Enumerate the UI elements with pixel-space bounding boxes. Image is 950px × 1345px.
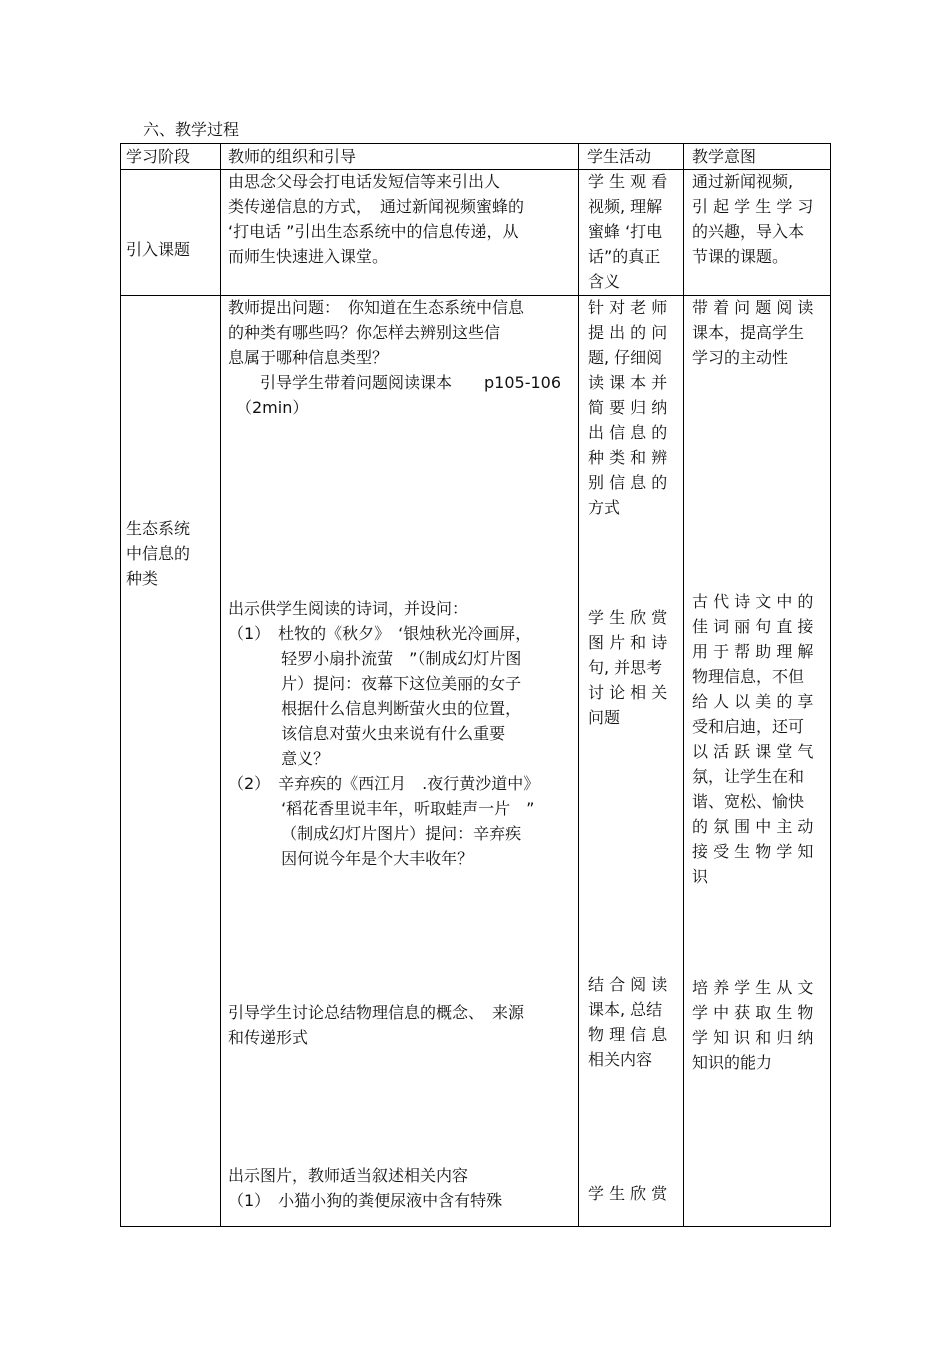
text-line: 出示供学生阅读的诗词，并设问： [228, 599, 469, 618]
teacher-poem-block [228, 596, 539, 871]
text-line: 学 生 观 看 [588, 172, 668, 191]
text-line: （2min） [228, 398, 309, 417]
text-line: 提 出 的 问 [588, 323, 668, 342]
text-line: 由思念父母会打电话发短信等来引出人 [228, 172, 501, 191]
text-line: 物理信息，不但 [692, 667, 805, 686]
table-border-left [120, 143, 121, 1227]
text-line: 结 合 阅 读 [588, 975, 668, 994]
text-line: 通过新闻视频, [692, 172, 794, 191]
text-line: 问题 [588, 708, 621, 727]
text-line: 讨 论 相 关 [588, 683, 668, 702]
text-line: 的种类有哪些吗？你怎样去辨别这些信 [228, 323, 501, 342]
text-line: 视频, 理解 [588, 197, 663, 216]
intent-reading-block [692, 295, 813, 370]
text-line: 中信息的 [126, 544, 191, 563]
student-summary-block [588, 972, 667, 1072]
text-line: 节课的课题。 [692, 247, 789, 266]
header-intent: 教学意图 [692, 147, 757, 166]
text-line: 种 类 和 辨 [588, 448, 668, 467]
text-line: 以 活 跃 课 堂 气 [692, 742, 814, 761]
student-reading-block [588, 295, 667, 520]
text-line: 因何说今年是个大丰收年？ [228, 849, 474, 868]
text-line: 该信息对萤火虫来说有什么重要 [228, 724, 506, 743]
text-line: 方式 [588, 498, 621, 517]
column-divider-3 [683, 143, 684, 1227]
teacher-question-block [228, 295, 561, 420]
text-line: ‘打电话 ”引出生态系统中的信息传递，从 [228, 222, 519, 241]
text-line: 类传递信息的方式， 通过新闻视频蜜蜂的 [228, 197, 525, 216]
header-teacher: 教师的组织和引导 [228, 147, 357, 166]
column-divider-2 [578, 143, 579, 1227]
text-line: 受和启迪，还可 [692, 717, 805, 736]
text-line: 题, 仔细阅 [588, 348, 663, 367]
teacher-intro-block [228, 169, 524, 269]
text-line: 而师生快速进入课堂。 [228, 247, 389, 266]
text-line: 种类 [126, 569, 159, 588]
text-line: 给 人 以 美 的 享 [692, 692, 814, 711]
text-line: 识 [692, 867, 709, 886]
text-line: 出示图片，教师适当叙述相关内容 [228, 1166, 469, 1185]
text-line: 引导学生讨论总结物理信息的概念、 来源 [228, 1003, 525, 1022]
text-line: 和传递形式 [228, 1028, 309, 1047]
student-poem-block [588, 605, 667, 730]
text-line: 课本，提高学生 [692, 323, 805, 342]
stage-intro: 引入课题 [126, 240, 191, 259]
header-student: 学生活动 [587, 147, 652, 166]
text-line: 别 信 息 的 [588, 473, 668, 492]
text-line: 句, 并思考 [588, 658, 663, 677]
text-line: 片）提问：夜幕下这位美丽的女子 [228, 674, 522, 693]
text-line: 读 课 本 并 [588, 373, 668, 392]
table-border-right [830, 143, 831, 1227]
text-line: 的兴趣，导入本 [692, 222, 805, 241]
text-line: 蜜蜂 ‘打电 [588, 222, 663, 241]
text-line: 含义 [588, 272, 621, 291]
text-line: 培 养 学 生 从 文 [692, 978, 814, 997]
teacher-pictures-block [228, 1163, 502, 1213]
text-line: 引 起 学 生 学 习 [692, 197, 814, 216]
text-line: （1） 杜牧的《秋夕》 ‘银烛秋光冷画屏， [228, 624, 532, 643]
text-line: 图 片 和 诗 [588, 633, 668, 652]
text-line: 话”的真正 [588, 247, 661, 266]
text-line: 针 对 老 师 [588, 298, 668, 317]
text-line: ‘稻花香里说丰年，听取蛙声一片 ” [228, 799, 535, 818]
text-line: 教师提出问题： 你知道在生态系统中信息 [228, 298, 525, 317]
text-line: （制成幻灯片图片）提问：辛弃疾 [228, 824, 522, 843]
text-line: 学 知 识 和 归 纳 [692, 1028, 814, 1047]
text-line: 物 理 信 息 [588, 1025, 668, 1044]
column-divider-1 [220, 143, 221, 1227]
header-stage: 学习阶段 [126, 147, 191, 166]
text-line: 谐、宽松、愉快 [692, 792, 805, 811]
text-line: 知识的能力 [692, 1053, 773, 1072]
text-line: 带 着 问 题 阅 读 [692, 298, 814, 317]
teaching-process-table [120, 143, 831, 1227]
section-heading: 六、教学过程 [143, 120, 240, 139]
intent-summary-block [692, 975, 813, 1075]
text-line: 生态系统 [126, 519, 191, 538]
text-line: 简 要 归 纳 [588, 398, 668, 417]
text-line: 相关内容 [588, 1050, 653, 1069]
text-line: 学 生 欣 赏 [588, 608, 668, 627]
text-line: 轻罗小扇扑流萤 ”（制成幻灯片图 [228, 649, 522, 668]
text-line: （2） 辛弃疾的《西江月 .夜行黄沙道中》 [228, 774, 540, 793]
text-line: 课本, 总结 [588, 1000, 663, 1019]
text-line: 佳 词 丽 句 直 接 [692, 617, 814, 636]
text-line: 学习的主动性 [692, 348, 789, 367]
text-line: 引导学生带着问题阅读课本 p105-106 [228, 373, 562, 392]
table-border-bottom [120, 1226, 831, 1227]
text-line: 氛，让学生在和 [692, 767, 805, 786]
student-intro-block [588, 169, 667, 294]
text-line: 用 于 帮 助 理 解 [692, 642, 814, 661]
text-line: 学 中 获 取 生 物 [692, 1003, 814, 1022]
text-line: 古 代 诗 文 中 的 [692, 592, 814, 611]
text-line: 息属于哪种信息类型？ [228, 348, 389, 367]
text-line: 的 氛 围 中 主 动 [692, 817, 814, 836]
text-line: 根据什么信息判断萤火虫的位置， [228, 699, 522, 718]
teacher-discussion-block [228, 1000, 524, 1050]
intent-intro-block [692, 169, 813, 269]
student-pictures-block [588, 1181, 667, 1206]
text-line: （1） 小猫小狗的粪便尿液中含有特殊 [228, 1191, 503, 1210]
intent-poem-block [692, 589, 813, 889]
stage-info-types [126, 516, 190, 591]
text-line: 接 受 生 物 学 知 [692, 842, 814, 861]
text-line: 意义？ [228, 749, 330, 768]
text-line: 学 生 欣 赏 [588, 1184, 668, 1203]
text-line: 出 信 息 的 [588, 423, 668, 442]
